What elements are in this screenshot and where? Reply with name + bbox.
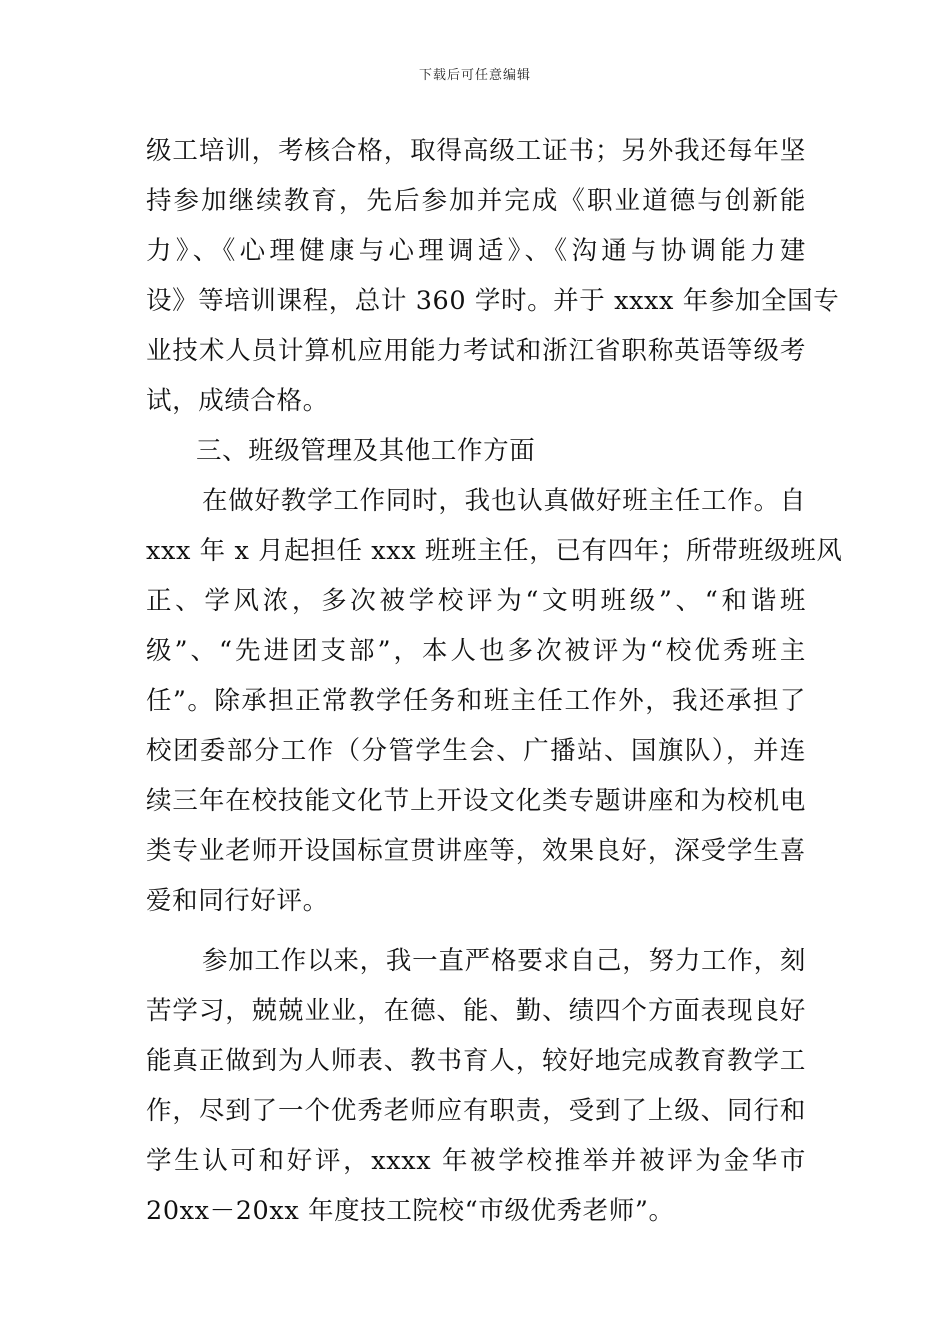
text-line: 级工培训，考核合格，取得高级工证书；另外我还每年坚 xyxy=(146,136,806,166)
paragraph-gap xyxy=(146,926,806,936)
text-line: 正、学风浓，多次被学校评为“文明班级”、“和谐班 xyxy=(146,586,806,616)
text-line: 力》、《心理健康与心理调适》、《沟通与协调能力建 xyxy=(146,236,806,266)
text-line: 苦学习，兢兢业业，在德、能、勤、绩四个方面表现良好 xyxy=(146,996,806,1026)
text-line: xxx 年 x 月起担任 xxx 班班主任，已有四年；所带班级班风 xyxy=(146,536,843,566)
text-line: 在做好教学工作同时，我也认真做好班主任工作。自 xyxy=(202,486,806,516)
text-line: 设》等培训课程，总计 360 学时。并于 xxxx 年参加全国专 xyxy=(146,286,840,316)
text-line: 持参加继续教育，先后参加并完成《职业道德与创新能 xyxy=(146,186,806,216)
text-line: 级”、“先进团支部”，本人也多次被评为“校优秀班主 xyxy=(146,636,806,666)
text-line: 校团委部分工作（分管学生会、广播站、国旗队），并连 xyxy=(146,736,806,766)
text-line: 续三年在校技能文化节上开设文化类专题讲座和为校机电 xyxy=(146,786,806,816)
document-body xyxy=(146,126,843,1236)
text-line: 类专业老师开设国标宣贯讲座等，效果良好，深受学生喜 xyxy=(146,836,806,866)
text-line: 业技术人员计算机应用能力考试和浙江省职称英语等级考 xyxy=(146,336,806,366)
section-heading: 三、班级管理及其他工作方面 xyxy=(196,436,536,466)
text-line: 试，成绩合格。 xyxy=(146,386,329,416)
paragraph-1 xyxy=(146,126,840,426)
page-header-note: 下载后可任意编辑 xyxy=(418,68,531,83)
text-line: 能真正做到为人师表、教书育人，较好地完成教育教学工 xyxy=(146,1046,806,1076)
paragraph-3 xyxy=(146,936,806,1236)
text-line: 爱和同行好评。 xyxy=(146,886,329,916)
paragraph-2 xyxy=(146,476,843,926)
text-line: 参加工作以来，我一直严格要求自己，努力工作，刻 xyxy=(202,946,806,976)
text-line: 20xx－20xx 年度技工院校“市级优秀老师”。 xyxy=(146,1196,675,1226)
text-line: 学生认可和好评，xxxx 年被学校推举并被评为金华市 xyxy=(146,1146,806,1176)
text-line: 作，尽到了一个优秀老师应有职责，受到了上级、同行和 xyxy=(146,1096,806,1126)
text-line: 任”。除承担正常教学任务和班主任工作外，我还承担了 xyxy=(146,686,806,716)
